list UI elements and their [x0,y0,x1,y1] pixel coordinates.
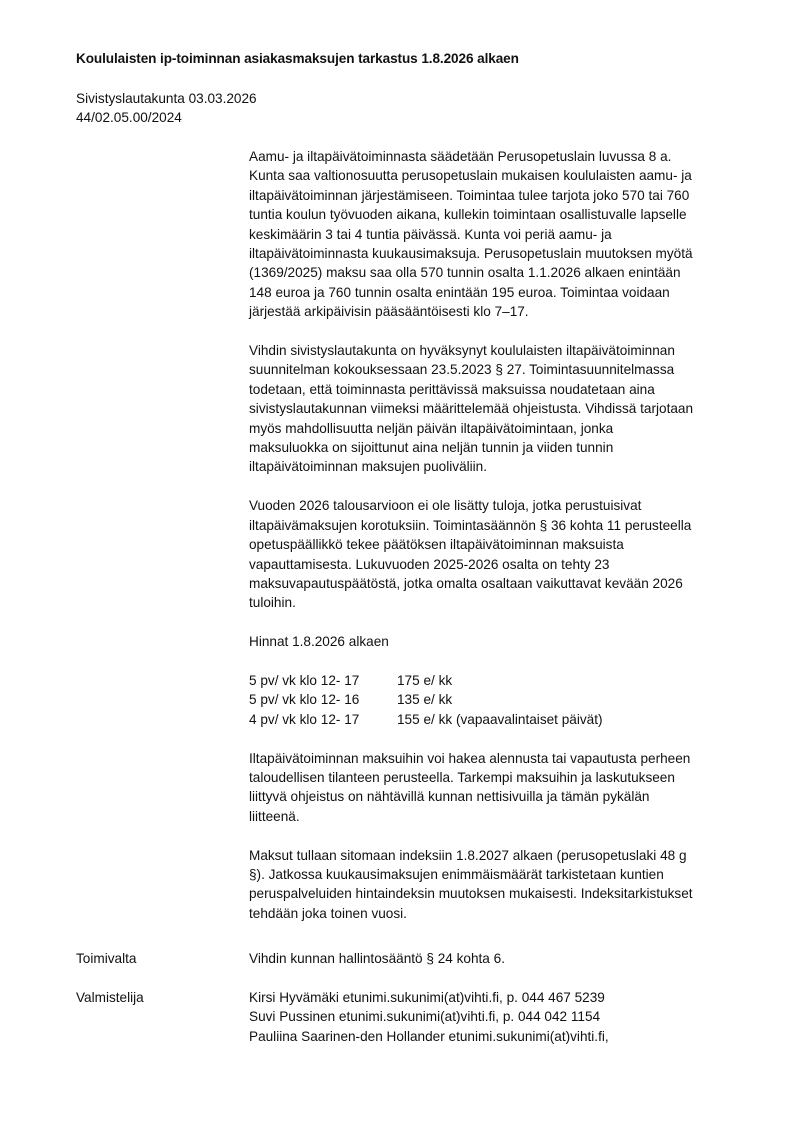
price-row [249,690,749,709]
text-line: vapauttamisesta. Lukuvuoden 2025-2026 osalta on tehty 23 [249,556,610,572]
prices-heading [249,632,749,651]
text-line: Hinnat 1.8.2026 alkaen [249,634,389,650]
text-line: Maksut tullaan sitomaan indeksiin 1.8.2027 alkaen (perusopetuslaki 48 g [249,847,687,863]
preparer-contact: Suvi Pussinen etunimi.sukunimi(at)vihti.fi, p. 044 042 1154 [249,1009,601,1025]
text-line: (1369/2025) maksu saa olla 570 tunnin osalta 1.1.2026 alkaen enintään [249,265,681,281]
text-line: taloudellisen tilanteen perusteella. Tarkempi maksuihin ja laskutukseen [249,769,675,785]
document-meta [76,89,257,128]
text-line: iltapäivämaksujen korotuksiin. Toimintasäännön § 36 kohta 11 perusteella [249,517,692,533]
document-title: Koululaisten ip-toiminnan asiakasmaksujen tarkastus 1.8.2026 alkaen [76,51,519,66]
preparer-contact: Kirsi Hyvämäki etunimi.sukunimi(at)vihti.fi, p. 044 467 5239 [249,990,605,1005]
price-schedule: 4 pv/ vk klo 12- 17 [249,711,360,727]
text-line: tuntia koulun työvuoden aikana, kullekin toimintaan osallistuvalle lapselle [249,207,687,223]
text-line: peruspalveluiden hintaindeksin muutoksen mukaisesti. Indeksitarkistukset [249,886,693,902]
text-line: suunnitelman kokouksessaan 23.5.2023 § 27. Toimintasuunnitelmassa [249,362,675,378]
paragraph-indexation [249,846,749,924]
text-line: myös mahdollisuutta neljän päivän iltapäivätoimintaan, jonka [249,420,614,436]
price-schedule: 5 pv/ vk klo 12- 17 [249,672,360,688]
text-line: keskimäärin 3 tai 4 tuntia päivässä. Kunta voi periä aamu- ja [249,226,612,242]
text-line: Aamu- ja iltapäivätoiminnasta säädetään Perusopetuslain luvussa 8 a. [249,149,672,164]
price-row [249,710,749,729]
text-line: sivistyslautakunnan viimeksi määrittelemää ohjeistusta. Vihdissä tarjotaan [249,401,694,417]
text-line: todetaan, että toiminnasta perittävissä maksuissa noudatetaan aina [249,381,655,397]
text-line: maksuvapautuspäätöstä, jotka omalta osaltaan vaikuttavat kevään 2026 [249,575,683,591]
text-line: §). Jatkossa kuukausimaksujen enimmäismäärät tarkistetaan kuntien [249,866,664,882]
paragraph-activity-plan [249,341,749,477]
text-line: iltapäivätoiminnan maksujen puoliväliin. [249,459,488,475]
text-line: Iltapäivätoiminnan maksuihin voi hakea alennusta tai vapautusta perheen [249,750,691,766]
text-line: Vuoden 2026 talousarvioon ei ole lisätty tuloja, jotka perustuisivat [249,498,642,514]
price-row [249,671,749,690]
text-line: liittyvä ohjeistus on nähtävillä kunnan nettisivuilla ja tämän pykälän [249,789,650,805]
document-body [249,147,749,943]
price-value: 155 e/ kk (vapaavalintaiset päivät) [397,711,603,727]
text-line: 148 euroa ja 760 tunnin osalta enintään 195 euroa. Toimintaa voidaan [249,284,670,300]
price-list [249,671,749,729]
meeting-info: Sivistyslautakunta 03.03.2026 [76,91,257,106]
preparer-contact: Pauliina Saarinen-den Hollander etunimi.sukunimi(at)vihti.fi, [249,1028,609,1044]
paragraph-legal-basis [249,147,749,322]
text-line: liitteenä. [249,808,300,824]
preparer-list [249,988,609,1046]
text-line: tehdään joka toinen vuosi. [249,905,407,921]
paragraph-discounts [249,749,749,827]
record-number: 44/02.05.00/2024 [76,110,182,126]
text-line: Vihdin sivistyslautakunta on hyväksynyt koululaisten iltapäivätoiminnan [249,343,675,359]
paragraph-budget [249,496,749,612]
text-line: iltapäivätoiminnasta kuukausimaksuja. Perusopetuslain muutoksen myötä [249,246,693,262]
authority-value: Vihdin kunnan hallintosääntö § 24 kohta 6. [249,951,505,966]
text-line: opetuspäällikkö tekee päätöksen iltapäivätoiminnan maksuista [249,537,624,553]
authority-label: Toimivalta [76,951,137,966]
price-schedule: 5 pv/ vk klo 12- 16 [249,692,360,708]
text-line: järjestää arkipäivisin pääsääntöisesti klo 7–17. [249,304,529,320]
price-value: 135 e/ kk [397,692,453,708]
preparer-label: Valmistelija [76,990,144,1005]
price-value: 175 e/ kk [397,672,453,688]
text-line: maksuluokka on sijoittunut aina neljän tunnin ja viiden tunnin [249,440,614,456]
text-line: iltapäivätoiminnan järjestämiseen. Toimintaa tulee tarjota joko 570 tai 760 [249,187,690,203]
text-line: Kunta saa valtionosuutta perusopetuslain mukaisen koululaisten aamu- ja [249,168,692,184]
text-line: tuloihin. [249,595,296,611]
